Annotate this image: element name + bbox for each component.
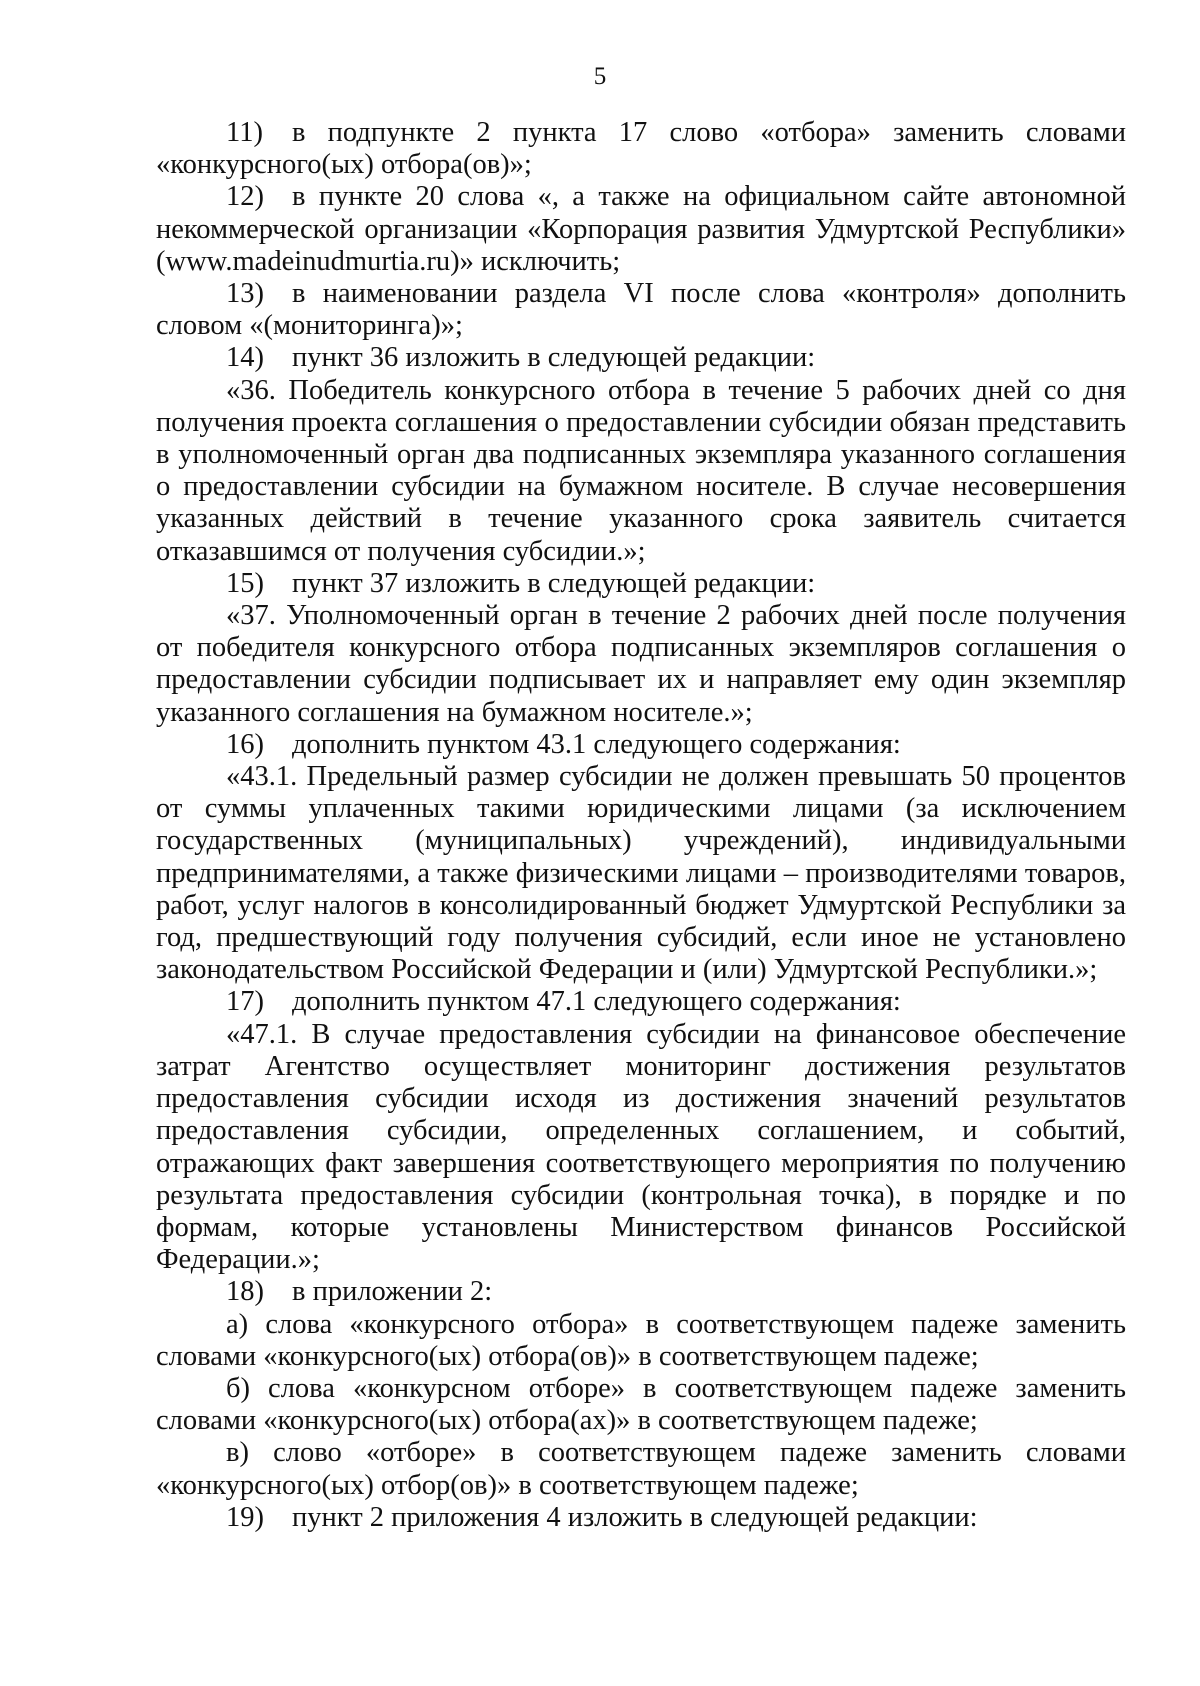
list-item <box>156 181 1126 278</box>
item-text: б) слова «конкурсном отборе» в соответствующем падеже заменить словами «конкурсного(ых) отбора(ах)» в соответствующем падеже; <box>156 1372 1126 1437</box>
item-number: 11) <box>226 117 263 148</box>
item-text: дополнить пунктом 43.1 следующего содержания: <box>292 728 901 760</box>
item-text: пункт 36 изложить в следующей редакции: <box>292 342 816 374</box>
item-text: пункт 37 изложить в следующей редакции: <box>292 567 816 599</box>
item-number: 16) <box>226 728 264 760</box>
list-item <box>156 986 1126 1018</box>
quoted-paragraph <box>156 375 1126 568</box>
item-text: в) слово «отборе» в соответствующем падеже заменить словами «конкурсного(ых) отбор(ов)» в соответствующем падеже; <box>156 1437 1126 1501</box>
item-number: 14) <box>226 342 264 374</box>
quoted-paragraph <box>156 1019 1126 1277</box>
item-text: в пункте 20 слова «, а также на официальном сайте автономной некоммерческой организации «Корпорация развития Удмуртской Республики» (www.madeinudmurtia.ru)» исключить; <box>156 181 1126 277</box>
item-number: 18) <box>226 1276 264 1308</box>
item-text: в наименовании раздела VI после слова «контроля» дополнить словом «(мониторинга)»; <box>156 278 1126 342</box>
item-number: 12) <box>226 181 264 213</box>
list-item <box>156 568 1126 600</box>
list-item <box>156 1502 1126 1534</box>
page-number: 5 <box>593 63 607 90</box>
item-text: а) слова «конкурсного отбора» в соответствующем падеже заменить словами «конкурсного(ых) отбора(ов)» в соответствующем падеже; <box>156 1308 1126 1372</box>
sub-item <box>156 1373 1126 1437</box>
item-text: дополнить пунктом 47.1 следующего содержания: <box>292 986 901 1018</box>
item-text: «36. Победитель конкурсного отбора в течение 5 рабочих дней со дня получения проекта соглашения о предоставлении субсидии обязан представить в уполномоченный орган два подписанных экземпляра указанного соглашения о предоставлении субсидии на бумажном носителе. В случае несовершения указанных действий в течение указанного срока заявитель считается отказавшимся от получения субсидии.»; <box>156 374 1126 567</box>
list-item <box>156 278 1126 342</box>
item-text: пункт 2 приложения 4 изложить в следующей редакции: <box>292 1501 978 1533</box>
item-number: 17) <box>226 986 264 1018</box>
sub-item <box>156 1437 1126 1501</box>
item-number: 13) <box>226 278 264 310</box>
quoted-paragraph <box>156 761 1126 986</box>
list-item <box>156 342 1126 374</box>
item-text: в приложении 2: <box>292 1276 493 1308</box>
document-body <box>156 117 1126 1534</box>
list-item <box>156 1276 1126 1308</box>
quoted-paragraph <box>156 600 1126 729</box>
sub-item <box>156 1309 1126 1373</box>
item-text: в подпункте 2 пункта 17 слово «отбора» заменить словами «конкурсного(ых) отбора(ов)»; <box>156 117 1126 181</box>
item-number: 15) <box>226 567 264 599</box>
item-text: «37. Уполномоченный орган в течение 2 рабочих дней после получения от победителя конкурсного отбора подписанных экземпляров соглашения о предоставлении субсидии подписывает их и направляет ему один экземпляр указанного соглашения на бумажном носителе.»; <box>156 600 1126 728</box>
list-item <box>156 729 1126 761</box>
item-text: «47.1. В случае предоставления субсидии на финансовое обеспечение затрат Агентство осуществляет мониторинг достижения результатов предоставления субсидии исходя из достижения значений результатов предоставления субсидии, определенных соглашением, и событий, отражающих факт завершения соответствующего мероприятия по получению результата предоставления субсидии (контрольная точка), в порядке и по формам, которые установлены Министерством финансов Российской Федерации.»; <box>156 1018 1126 1276</box>
item-number: 19) <box>226 1501 264 1533</box>
item-text: «43.1. Предельный размер субсидии не должен превышать 50 процентов от суммы уплаченных такими юридическими лицами (за исключением государственных (муниципальных) учреждений), индивидуальными предпринимателями, а также физическими лицами – производителями товаров, работ, услуг налогов в консолидированный бюджет Удмуртской Республики за год, предшествующий году получения субсидий, если иное не установлено законодательством Российской Федерации и (или) Удмуртской Республики.»; <box>156 761 1126 986</box>
list-item <box>156 117 1126 181</box>
